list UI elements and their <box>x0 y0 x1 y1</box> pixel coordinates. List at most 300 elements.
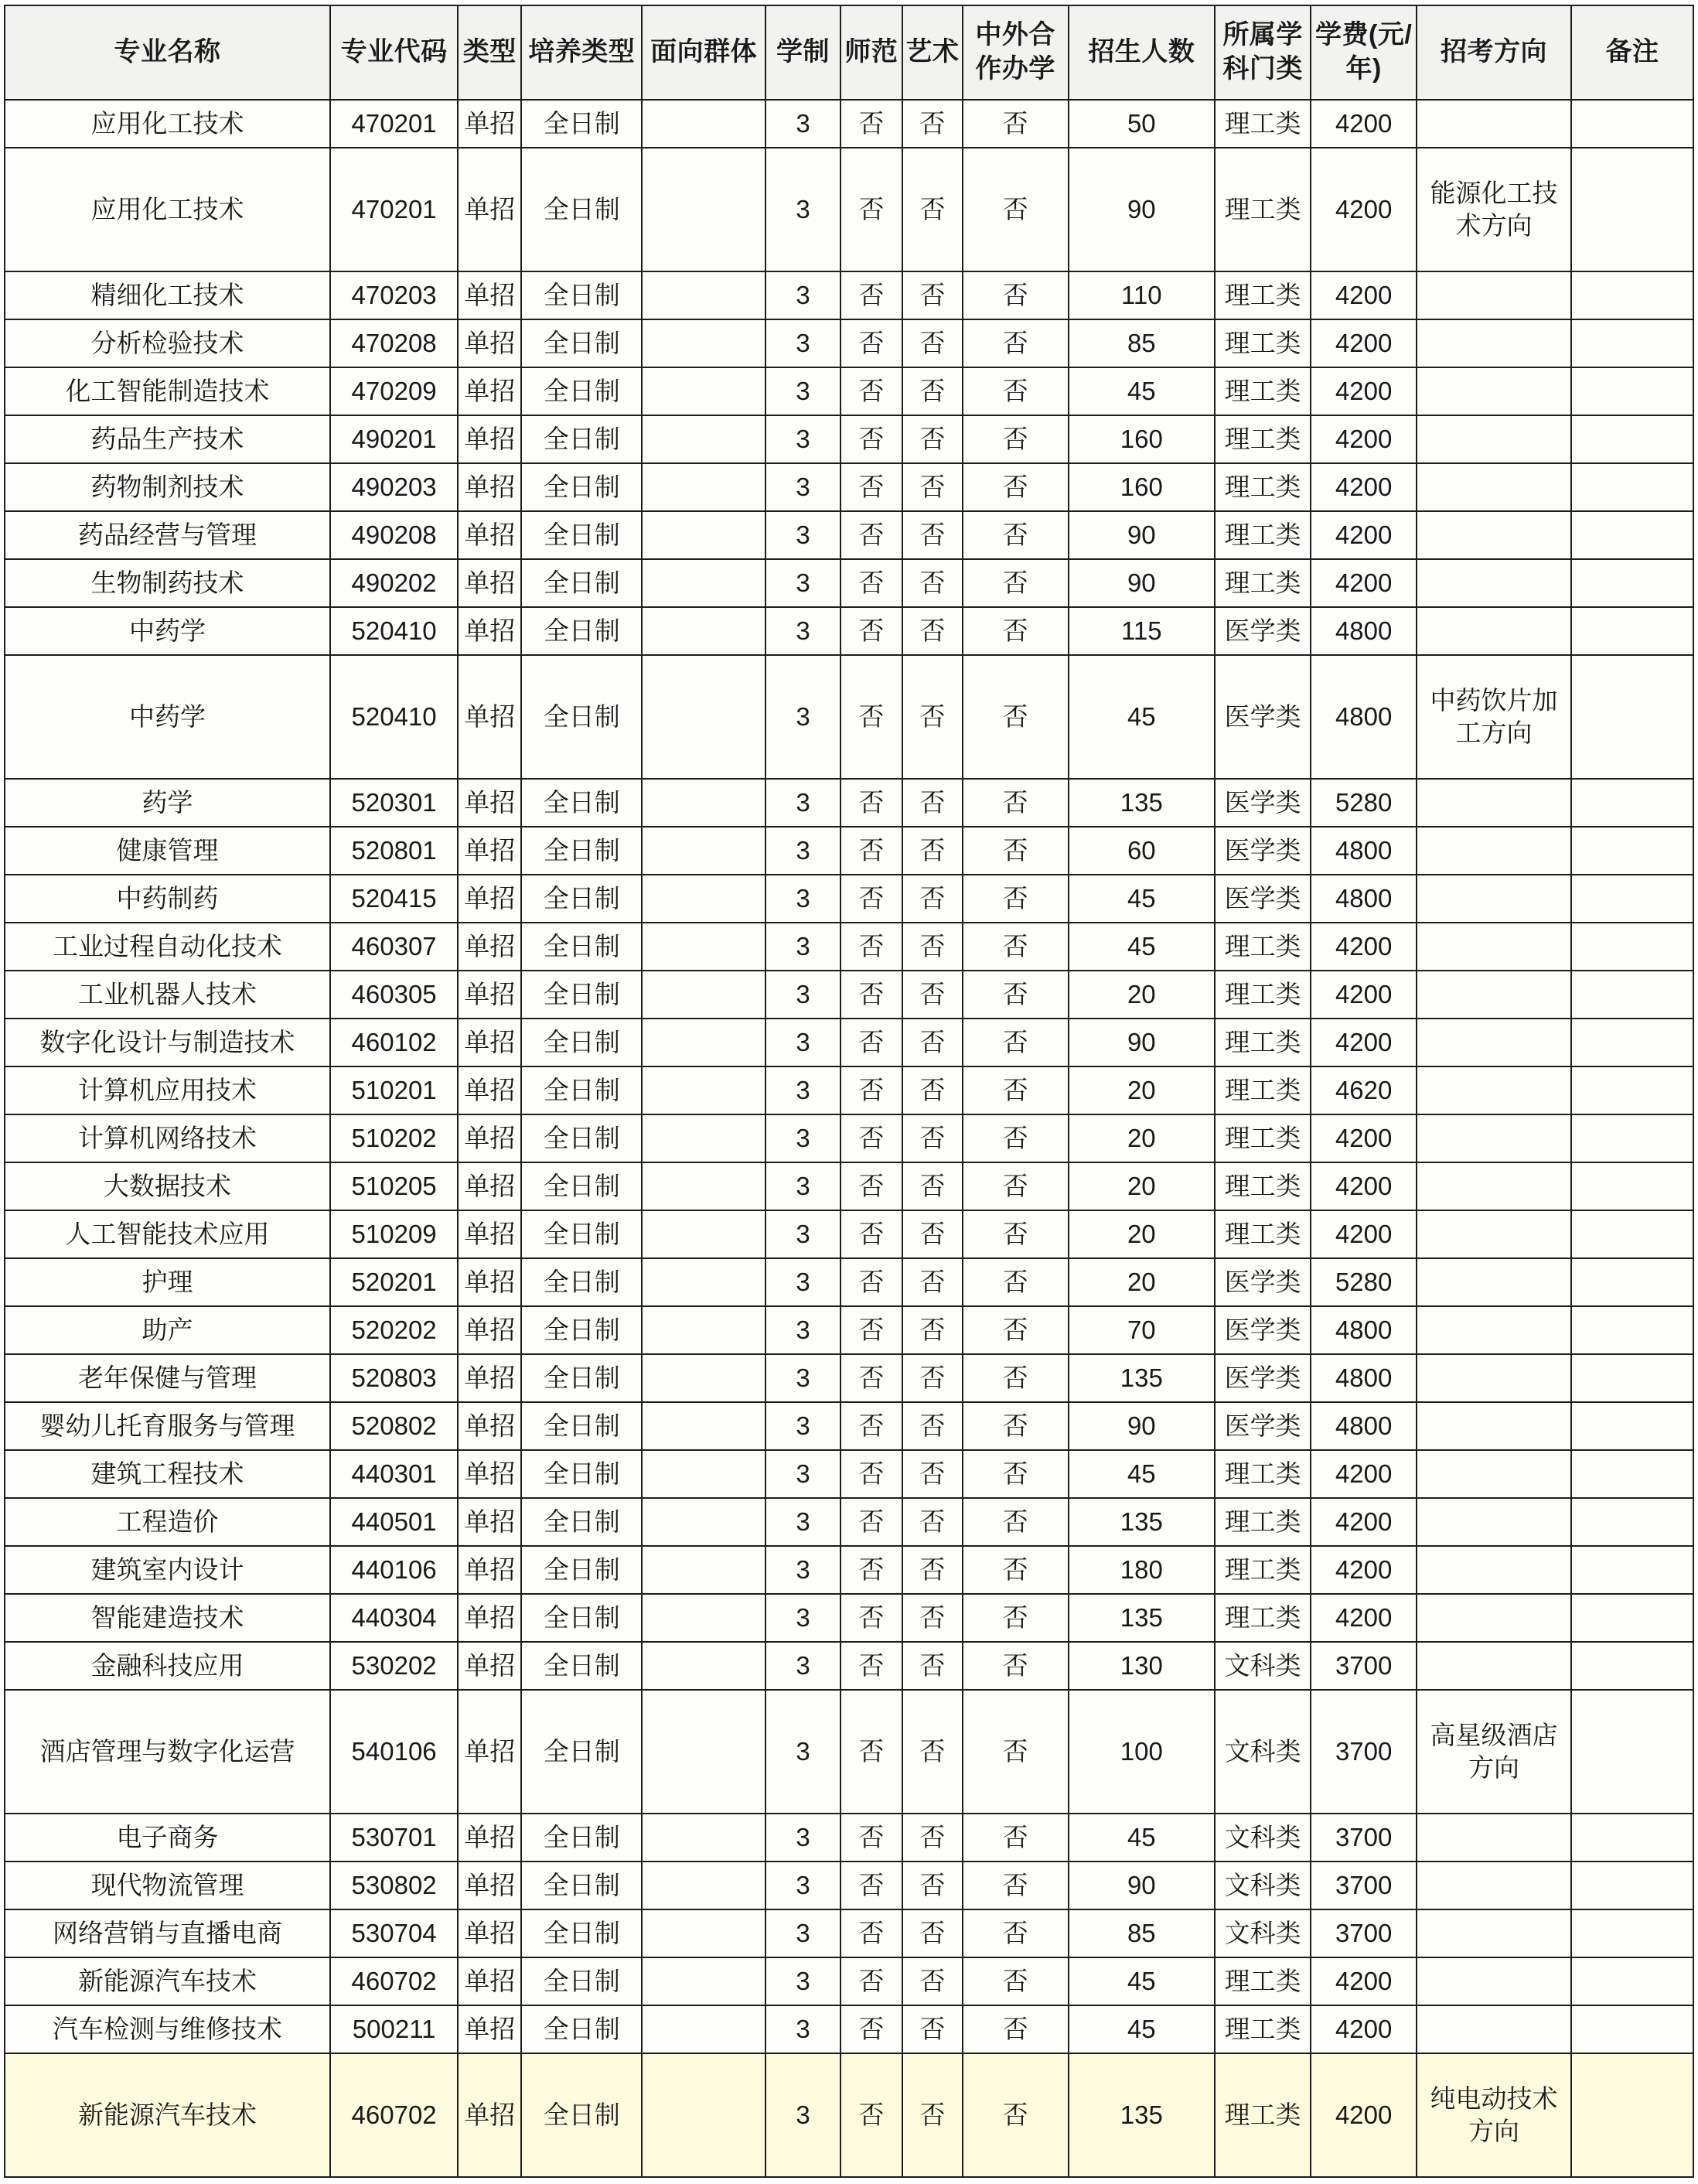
cell-code[interactable]: 490203 <box>330 463 458 511</box>
cell-joint[interactable]: 否 <box>963 559 1069 607</box>
cell-joint[interactable]: 否 <box>963 511 1069 559</box>
cell-fee[interactable]: 4200 <box>1311 319 1417 367</box>
cell-years[interactable]: 3 <box>765 1909 840 1957</box>
cell-note[interactable] <box>1571 1957 1693 2005</box>
cell-years[interactable]: 3 <box>765 1594 840 1642</box>
cell-train[interactable]: 全日制 <box>521 1066 642 1114</box>
cell-group[interactable] <box>642 655 765 779</box>
cell-train[interactable]: 全日制 <box>521 271 642 319</box>
cell-art[interactable]: 否 <box>902 1162 963 1210</box>
cell-joint[interactable]: 否 <box>963 100 1069 148</box>
cell-note[interactable] <box>1571 511 1693 559</box>
cell-code[interactable]: 530802 <box>330 1862 458 1909</box>
cell-note[interactable] <box>1571 779 1693 827</box>
cell-note[interactable] <box>1571 1594 1693 1642</box>
table-row[interactable] <box>5 1498 1693 1546</box>
cell-code[interactable]: 510202 <box>330 1114 458 1162</box>
cell-normal[interactable]: 否 <box>840 1957 902 2005</box>
table-row[interactable] <box>5 1957 1693 2005</box>
cell-art[interactable]: 否 <box>902 1690 963 1814</box>
cell-disc[interactable]: 理工类 <box>1215 271 1311 319</box>
cell-plan[interactable]: 130 <box>1069 1642 1215 1690</box>
column-header-train[interactable]: 培养类型 <box>521 5 642 100</box>
cell-group[interactable] <box>642 1210 765 1258</box>
cell-note[interactable] <box>1571 1690 1693 1814</box>
cell-group[interactable] <box>642 875 765 923</box>
cell-years[interactable]: 3 <box>765 779 840 827</box>
cell-art[interactable]: 否 <box>902 1498 963 1546</box>
cell-group[interactable] <box>642 1814 765 1862</box>
cell-train[interactable]: 全日制 <box>521 559 642 607</box>
cell-normal[interactable]: 否 <box>840 1498 902 1546</box>
cell-plan[interactable]: 85 <box>1069 319 1215 367</box>
cell-plan[interactable]: 135 <box>1069 779 1215 827</box>
cell-group[interactable] <box>642 1498 765 1546</box>
cell-disc[interactable]: 理工类 <box>1215 2005 1311 2053</box>
cell-joint[interactable]: 否 <box>963 319 1069 367</box>
cell-code[interactable]: 460307 <box>330 923 458 971</box>
cell-plan[interactable]: 85 <box>1069 1909 1215 1957</box>
cell-type[interactable]: 单招 <box>458 148 521 271</box>
cell-note[interactable] <box>1571 1498 1693 1546</box>
cell-dir[interactable] <box>1417 971 1571 1019</box>
column-header-note[interactable]: 备注 <box>1571 5 1693 100</box>
cell-years[interactable]: 3 <box>765 415 840 463</box>
table-row[interactable] <box>5 2005 1693 2053</box>
cell-type[interactable]: 单招 <box>458 1814 521 1862</box>
cell-fee[interactable]: 4200 <box>1311 1019 1417 1066</box>
table-row[interactable] <box>5 319 1693 367</box>
cell-group[interactable] <box>642 1450 765 1498</box>
cell-code[interactable]: 500211 <box>330 2005 458 2053</box>
cell-code[interactable]: 490202 <box>330 559 458 607</box>
cell-plan[interactable]: 90 <box>1069 148 1215 271</box>
cell-note[interactable] <box>1571 1258 1693 1306</box>
cell-code[interactable]: 440304 <box>330 1594 458 1642</box>
cell-note[interactable] <box>1571 463 1693 511</box>
cell-plan[interactable]: 90 <box>1069 1402 1215 1450</box>
cell-disc[interactable]: 理工类 <box>1215 1957 1311 2005</box>
cell-fee[interactable]: 4800 <box>1311 1402 1417 1450</box>
cell-normal[interactable]: 否 <box>840 1258 902 1306</box>
cell-major[interactable]: 生物制药技术 <box>5 559 330 607</box>
cell-train[interactable]: 全日制 <box>521 1690 642 1814</box>
cell-group[interactable] <box>642 1862 765 1909</box>
cell-fee[interactable]: 4200 <box>1311 923 1417 971</box>
cell-note[interactable] <box>1571 1402 1693 1450</box>
cell-fee[interactable]: 4800 <box>1311 1306 1417 1354</box>
cell-joint[interactable]: 否 <box>963 1957 1069 2005</box>
cell-joint[interactable]: 否 <box>963 1114 1069 1162</box>
cell-type[interactable]: 单招 <box>458 779 521 827</box>
cell-normal[interactable]: 否 <box>840 827 902 875</box>
cell-dir[interactable] <box>1417 1862 1571 1909</box>
cell-disc[interactable]: 理工类 <box>1215 1066 1311 1114</box>
cell-group[interactable] <box>642 1642 765 1690</box>
cell-years[interactable]: 3 <box>765 2005 840 2053</box>
cell-type[interactable]: 单招 <box>458 1957 521 2005</box>
cell-train[interactable]: 全日制 <box>521 779 642 827</box>
cell-art[interactable]: 否 <box>902 1957 963 2005</box>
cell-fee[interactable]: 4200 <box>1311 148 1417 271</box>
cell-dir[interactable] <box>1417 875 1571 923</box>
cell-plan[interactable]: 90 <box>1069 1019 1215 1066</box>
cell-joint[interactable]: 否 <box>963 1162 1069 1210</box>
cell-note[interactable] <box>1571 1642 1693 1690</box>
cell-plan[interactable]: 160 <box>1069 415 1215 463</box>
cell-train[interactable]: 全日制 <box>521 100 642 148</box>
cell-major[interactable]: 工业过程自动化技术 <box>5 923 330 971</box>
cell-code[interactable]: 510201 <box>330 1066 458 1114</box>
cell-major[interactable]: 数字化设计与制造技术 <box>5 1019 330 1066</box>
cell-disc[interactable]: 医学类 <box>1215 875 1311 923</box>
cell-dir[interactable] <box>1417 367 1571 415</box>
cell-dir[interactable] <box>1417 1498 1571 1546</box>
cell-group[interactable] <box>642 415 765 463</box>
cell-dir[interactable]: 中药饮片加工方向 <box>1417 655 1571 779</box>
cell-train[interactable]: 全日制 <box>521 367 642 415</box>
cell-normal[interactable]: 否 <box>840 415 902 463</box>
cell-major[interactable]: 新能源汽车技术 <box>5 1957 330 2005</box>
cell-normal[interactable]: 否 <box>840 463 902 511</box>
cell-plan[interactable]: 100 <box>1069 1690 1215 1814</box>
column-header-joint[interactable]: 中外合作办学 <box>963 5 1069 100</box>
cell-code[interactable]: 440301 <box>330 1450 458 1498</box>
cell-dir[interactable]: 高星级酒店方向 <box>1417 1690 1571 1814</box>
cell-train[interactable]: 全日制 <box>521 1594 642 1642</box>
cell-plan[interactable]: 45 <box>1069 1957 1215 2005</box>
cell-train[interactable]: 全日制 <box>521 148 642 271</box>
cell-art[interactable]: 否 <box>902 1114 963 1162</box>
cell-note[interactable] <box>1571 271 1693 319</box>
cell-major[interactable]: 助产 <box>5 1306 330 1354</box>
cell-major[interactable]: 药学 <box>5 779 330 827</box>
cell-fee[interactable]: 4200 <box>1311 1957 1417 2005</box>
cell-dir[interactable] <box>1417 1450 1571 1498</box>
cell-major[interactable]: 金融科技应用 <box>5 1642 330 1690</box>
cell-type[interactable]: 单招 <box>458 1019 521 1066</box>
cell-code[interactable]: 470201 <box>330 100 458 148</box>
cell-plan[interactable]: 20 <box>1069 1114 1215 1162</box>
cell-years[interactable]: 3 <box>765 271 840 319</box>
cell-code[interactable]: 510209 <box>330 1210 458 1258</box>
cell-code[interactable]: 470203 <box>330 271 458 319</box>
cell-years[interactable]: 3 <box>765 1354 840 1402</box>
cell-note[interactable] <box>1571 971 1693 1019</box>
cell-joint[interactable]: 否 <box>963 1909 1069 1957</box>
table-row[interactable] <box>5 1402 1693 1450</box>
cell-normal[interactable]: 否 <box>840 1306 902 1354</box>
cell-code[interactable]: 460702 <box>330 1957 458 2005</box>
cell-code[interactable]: 540106 <box>330 1690 458 1814</box>
cell-dir[interactable] <box>1417 1306 1571 1354</box>
cell-type[interactable]: 单招 <box>458 971 521 1019</box>
cell-note[interactable] <box>1571 1066 1693 1114</box>
cell-plan[interactable]: 70 <box>1069 1306 1215 1354</box>
cell-type[interactable]: 单招 <box>458 415 521 463</box>
cell-years[interactable]: 3 <box>765 1066 840 1114</box>
cell-note[interactable] <box>1571 1814 1693 1862</box>
cell-group[interactable] <box>642 1162 765 1210</box>
cell-train[interactable]: 全日制 <box>521 511 642 559</box>
cell-years[interactable]: 3 <box>765 559 840 607</box>
table-row[interactable] <box>5 1450 1693 1498</box>
cell-group[interactable] <box>642 1019 765 1066</box>
cell-code[interactable]: 440501 <box>330 1498 458 1546</box>
cell-code[interactable]: 530704 <box>330 1909 458 1957</box>
cell-major[interactable]: 建筑工程技术 <box>5 1450 330 1498</box>
cell-plan[interactable]: 135 <box>1069 1354 1215 1402</box>
cell-dir[interactable] <box>1417 1210 1571 1258</box>
cell-major[interactable]: 应用化工技术 <box>5 148 330 271</box>
cell-art[interactable]: 否 <box>902 1594 963 1642</box>
cell-years[interactable]: 3 <box>765 655 840 779</box>
table-row[interactable] <box>5 415 1693 463</box>
cell-plan[interactable]: 90 <box>1069 511 1215 559</box>
cell-type[interactable]: 单招 <box>458 1258 521 1306</box>
cell-code[interactable]: 520410 <box>330 655 458 779</box>
cell-years[interactable]: 3 <box>765 875 840 923</box>
cell-dir[interactable] <box>1417 1162 1571 1210</box>
cell-disc[interactable]: 医学类 <box>1215 827 1311 875</box>
cell-plan[interactable]: 90 <box>1069 559 1215 607</box>
cell-joint[interactable]: 否 <box>963 923 1069 971</box>
cell-disc[interactable]: 理工类 <box>1215 971 1311 1019</box>
cell-train[interactable]: 全日制 <box>521 1498 642 1546</box>
cell-type[interactable]: 单招 <box>458 1066 521 1114</box>
cell-joint[interactable]: 否 <box>963 875 1069 923</box>
cell-normal[interactable]: 否 <box>840 1594 902 1642</box>
cell-years[interactable]: 3 <box>765 923 840 971</box>
cell-dir[interactable] <box>1417 1909 1571 1957</box>
cell-train[interactable]: 全日制 <box>521 415 642 463</box>
cell-train[interactable]: 全日制 <box>521 463 642 511</box>
cell-fee[interactable]: 3700 <box>1311 1690 1417 1814</box>
cell-years[interactable]: 3 <box>765 1862 840 1909</box>
cell-normal[interactable]: 否 <box>840 559 902 607</box>
cell-joint[interactable]: 否 <box>963 1862 1069 1909</box>
cell-disc[interactable]: 理工类 <box>1215 1498 1311 1546</box>
cell-group[interactable] <box>642 271 765 319</box>
cell-years[interactable]: 3 <box>765 1019 840 1066</box>
cell-plan[interactable]: 90 <box>1069 1862 1215 1909</box>
table-row[interactable] <box>5 1019 1693 1066</box>
table-row[interactable] <box>5 367 1693 415</box>
column-header-years[interactable]: 学制 <box>765 5 840 100</box>
cell-type[interactable]: 单招 <box>458 1862 521 1909</box>
cell-group[interactable] <box>642 1909 765 1957</box>
cell-fee[interactable]: 4800 <box>1311 607 1417 655</box>
cell-art[interactable]: 否 <box>902 559 963 607</box>
cell-fee[interactable]: 4200 <box>1311 1210 1417 1258</box>
cell-joint[interactable]: 否 <box>963 2053 1069 2177</box>
cell-dir[interactable] <box>1417 1546 1571 1594</box>
cell-train[interactable]: 全日制 <box>521 1258 642 1306</box>
cell-normal[interactable]: 否 <box>840 1210 902 1258</box>
cell-normal[interactable]: 否 <box>840 1862 902 1909</box>
cell-normal[interactable]: 否 <box>840 367 902 415</box>
cell-art[interactable]: 否 <box>902 1258 963 1306</box>
cell-fee[interactable]: 4200 <box>1311 463 1417 511</box>
cell-fee[interactable]: 4800 <box>1311 875 1417 923</box>
cell-plan[interactable]: 20 <box>1069 1066 1215 1114</box>
table-row[interactable] <box>5 511 1693 559</box>
cell-train[interactable]: 全日制 <box>521 971 642 1019</box>
cell-art[interactable]: 否 <box>902 1546 963 1594</box>
cell-group[interactable] <box>642 559 765 607</box>
cell-type[interactable]: 单招 <box>458 463 521 511</box>
cell-plan[interactable]: 20 <box>1069 1162 1215 1210</box>
cell-art[interactable]: 否 <box>902 1210 963 1258</box>
cell-disc[interactable]: 医学类 <box>1215 1354 1311 1402</box>
cell-years[interactable]: 3 <box>765 1546 840 1594</box>
cell-normal[interactable]: 否 <box>840 148 902 271</box>
cell-joint[interactable]: 否 <box>963 463 1069 511</box>
table-row[interactable] <box>5 1642 1693 1690</box>
cell-normal[interactable]: 否 <box>840 1019 902 1066</box>
cell-fee[interactable]: 4200 <box>1311 271 1417 319</box>
cell-years[interactable]: 3 <box>765 1210 840 1258</box>
cell-type[interactable]: 单招 <box>458 655 521 779</box>
cell-note[interactable] <box>1571 1162 1693 1210</box>
table-row[interactable] <box>5 559 1693 607</box>
cell-normal[interactable]: 否 <box>840 1450 902 1498</box>
cell-train[interactable]: 全日制 <box>521 1546 642 1594</box>
cell-normal[interactable]: 否 <box>840 1402 902 1450</box>
cell-plan[interactable]: 45 <box>1069 655 1215 779</box>
cell-note[interactable] <box>1571 1019 1693 1066</box>
cell-years[interactable]: 3 <box>765 148 840 271</box>
cell-major[interactable]: 中药制药 <box>5 875 330 923</box>
cell-plan[interactable]: 60 <box>1069 827 1215 875</box>
cell-plan[interactable]: 180 <box>1069 1546 1215 1594</box>
cell-normal[interactable]: 否 <box>840 875 902 923</box>
cell-major[interactable]: 药品经营与管理 <box>5 511 330 559</box>
cell-type[interactable]: 单招 <box>458 559 521 607</box>
cell-fee[interactable]: 4200 <box>1311 415 1417 463</box>
cell-fee[interactable]: 4200 <box>1311 1498 1417 1546</box>
table-row[interactable] <box>5 1258 1693 1306</box>
cell-group[interactable] <box>642 827 765 875</box>
cell-major[interactable]: 健康管理 <box>5 827 330 875</box>
cell-note[interactable] <box>1571 875 1693 923</box>
cell-train[interactable]: 全日制 <box>521 319 642 367</box>
cell-disc[interactable]: 医学类 <box>1215 1306 1311 1354</box>
cell-plan[interactable]: 45 <box>1069 875 1215 923</box>
cell-code[interactable]: 470208 <box>330 319 458 367</box>
column-header-group[interactable]: 面向群体 <box>642 5 765 100</box>
cell-disc[interactable]: 理工类 <box>1215 100 1311 148</box>
cell-normal[interactable]: 否 <box>840 923 902 971</box>
cell-note[interactable] <box>1571 1210 1693 1258</box>
cell-disc[interactable]: 理工类 <box>1215 511 1311 559</box>
cell-fee[interactable]: 4200 <box>1311 1114 1417 1162</box>
cell-code[interactable]: 520803 <box>330 1354 458 1402</box>
cell-dir[interactable] <box>1417 1258 1571 1306</box>
cell-type[interactable]: 单招 <box>458 2005 521 2053</box>
cell-normal[interactable]: 否 <box>840 1690 902 1814</box>
cell-major[interactable]: 建筑室内设计 <box>5 1546 330 1594</box>
cell-train[interactable]: 全日制 <box>521 1862 642 1909</box>
cell-fee[interactable]: 4200 <box>1311 367 1417 415</box>
cell-fee[interactable]: 4200 <box>1311 511 1417 559</box>
cell-art[interactable]: 否 <box>902 1066 963 1114</box>
cell-train[interactable]: 全日制 <box>521 1162 642 1210</box>
cell-note[interactable] <box>1571 607 1693 655</box>
cell-train[interactable]: 全日制 <box>521 1909 642 1957</box>
cell-train[interactable]: 全日制 <box>521 1957 642 2005</box>
cell-joint[interactable]: 否 <box>963 1306 1069 1354</box>
cell-art[interactable]: 否 <box>902 319 963 367</box>
cell-type[interactable]: 单招 <box>458 1594 521 1642</box>
cell-art[interactable]: 否 <box>902 511 963 559</box>
cell-normal[interactable]: 否 <box>840 1066 902 1114</box>
cell-fee[interactable]: 3700 <box>1311 1814 1417 1862</box>
cell-art[interactable]: 否 <box>902 1450 963 1498</box>
cell-plan[interactable]: 135 <box>1069 1594 1215 1642</box>
cell-years[interactable]: 3 <box>765 1690 840 1814</box>
cell-group[interactable] <box>642 511 765 559</box>
cell-group[interactable] <box>642 1546 765 1594</box>
cell-dir[interactable] <box>1417 1114 1571 1162</box>
cell-train[interactable]: 全日制 <box>521 875 642 923</box>
cell-years[interactable]: 3 <box>765 511 840 559</box>
cell-major[interactable]: 精细化工技术 <box>5 271 330 319</box>
cell-fee[interactable]: 4200 <box>1311 1450 1417 1498</box>
cell-plan[interactable]: 45 <box>1069 2005 1215 2053</box>
cell-joint[interactable]: 否 <box>963 271 1069 319</box>
table-row[interactable] <box>5 971 1693 1019</box>
cell-group[interactable] <box>642 1402 765 1450</box>
cell-train[interactable]: 全日制 <box>521 655 642 779</box>
column-header-discipline[interactable]: 所属学科门类 <box>1215 5 1311 100</box>
cell-type[interactable]: 单招 <box>458 1162 521 1210</box>
cell-fee[interactable]: 4620 <box>1311 1066 1417 1114</box>
cell-disc[interactable]: 理工类 <box>1215 1594 1311 1642</box>
cell-major[interactable]: 新能源汽车技术 <box>5 2053 330 2177</box>
cell-group[interactable] <box>642 1306 765 1354</box>
cell-art[interactable]: 否 <box>902 148 963 271</box>
cell-major[interactable]: 网络营销与直播电商 <box>5 1909 330 1957</box>
table-row[interactable] <box>5 923 1693 971</box>
cell-code[interactable]: 460102 <box>330 1019 458 1066</box>
cell-fee[interactable]: 4200 <box>1311 971 1417 1019</box>
cell-joint[interactable]: 否 <box>963 779 1069 827</box>
cell-years[interactable]: 3 <box>765 2053 840 2177</box>
cell-joint[interactable]: 否 <box>963 1402 1069 1450</box>
cell-code[interactable]: 460702 <box>330 2053 458 2177</box>
cell-type[interactable]: 单招 <box>458 1354 521 1402</box>
cell-normal[interactable]: 否 <box>840 607 902 655</box>
cell-joint[interactable]: 否 <box>963 1066 1069 1114</box>
table-row[interactable] <box>5 100 1693 148</box>
cell-dir[interactable] <box>1417 1642 1571 1690</box>
cell-joint[interactable]: 否 <box>963 1354 1069 1402</box>
cell-dir[interactable] <box>1417 2005 1571 2053</box>
cell-fee[interactable]: 4200 <box>1311 100 1417 148</box>
cell-major[interactable]: 应用化工技术 <box>5 100 330 148</box>
cell-years[interactable]: 3 <box>765 607 840 655</box>
cell-train[interactable]: 全日制 <box>521 827 642 875</box>
cell-art[interactable]: 否 <box>902 367 963 415</box>
cell-art[interactable]: 否 <box>902 827 963 875</box>
cell-normal[interactable]: 否 <box>840 1546 902 1594</box>
cell-joint[interactable]: 否 <box>963 1642 1069 1690</box>
cell-years[interactable]: 3 <box>765 1498 840 1546</box>
cell-disc[interactable]: 医学类 <box>1215 779 1311 827</box>
cell-dir[interactable] <box>1417 271 1571 319</box>
cell-dir[interactable] <box>1417 827 1571 875</box>
